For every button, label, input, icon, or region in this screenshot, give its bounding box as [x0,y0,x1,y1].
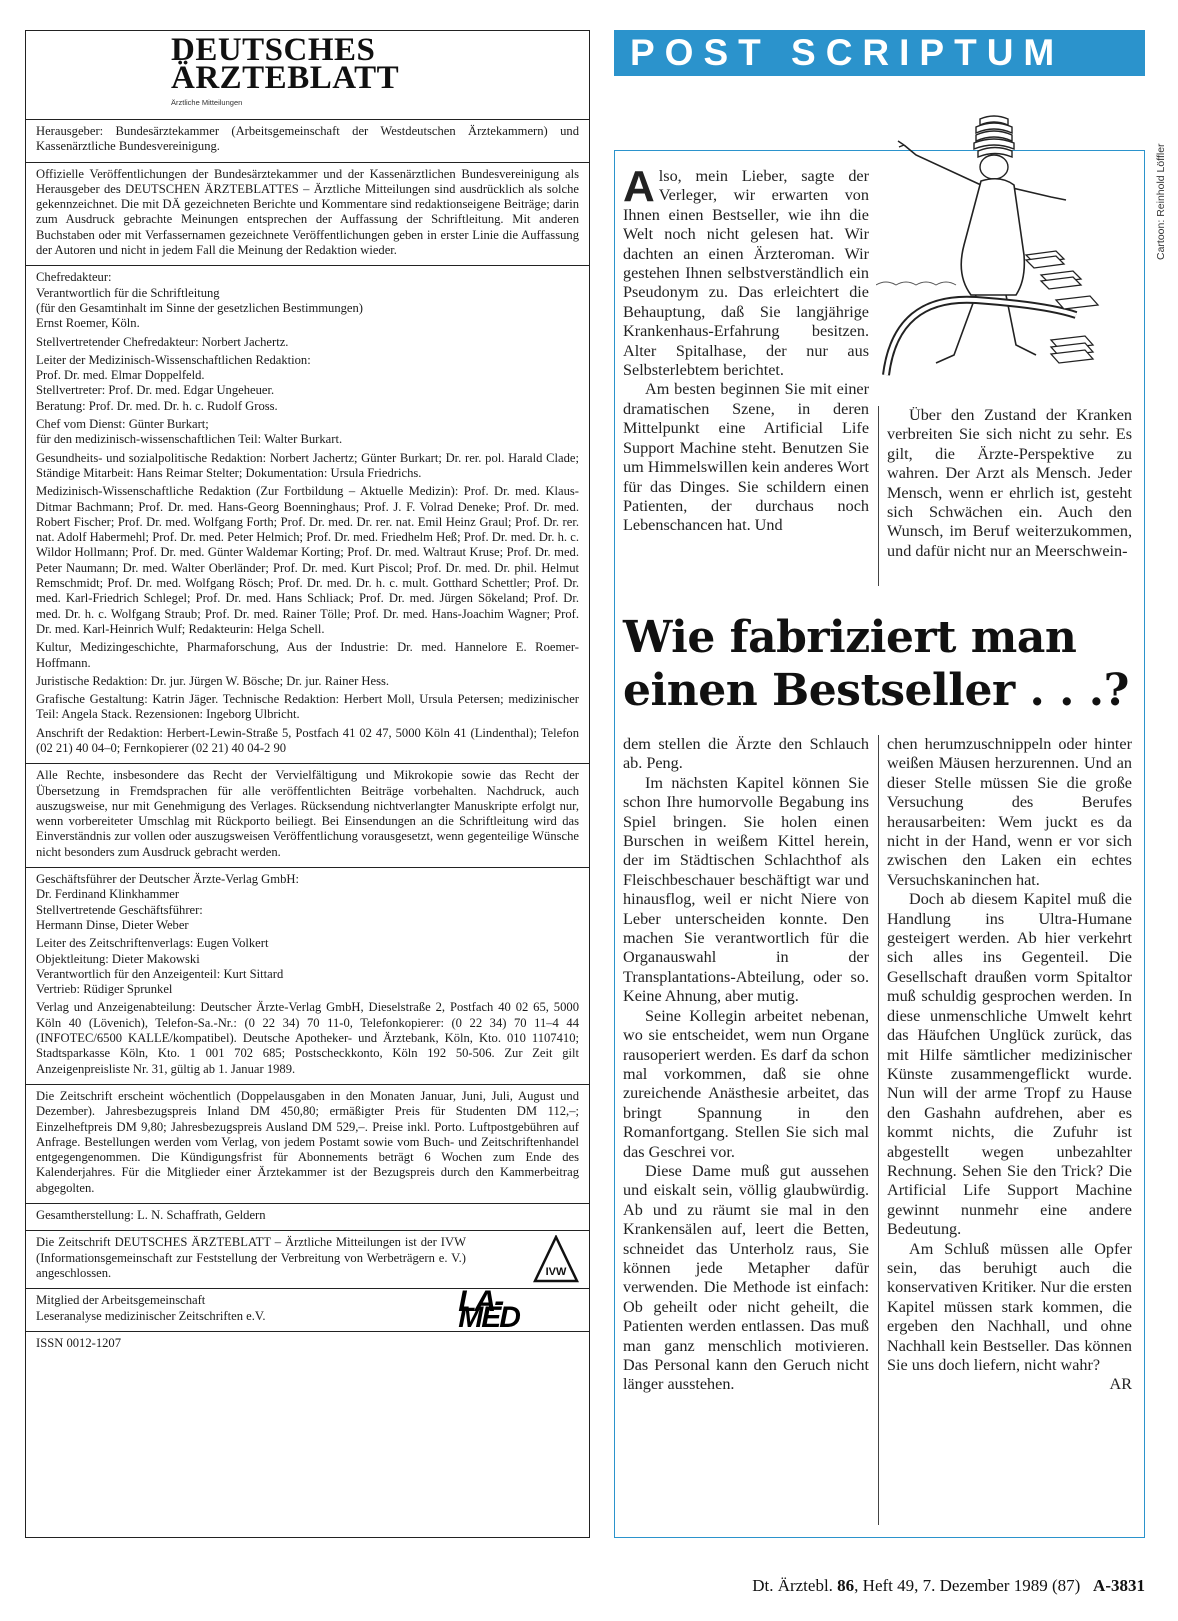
article-paragraph [623,162,869,380]
management-line: Hermann Dinse, Dieter Weber [36,917,189,932]
management-line: Vertrieb: Rüdiger Sprunkel [36,982,173,997]
ivw-logo-icon [533,1235,579,1283]
article-paragraph: Im nächsten Kapitel können Sie schon Ihre humorvolle Begabung ins Spiel bringen. Sie holen einen Burschen in weißem Kittel herein, der im Städtischen Schlachthof als Fleischbeschauer beschäftigt war und hinausflog, weil er nicht Niere von Leber unterscheiden konnte. Den machen Sie verantwortlich für die Organauswahl in der Transplantations-Abteilung, oder so. Keine Ahnung, aber mutig. [623,773,869,1006]
ivw-box [26,1231,589,1289]
masthead-title-line2: ÄRZTEBLATT [171,60,400,96]
paragraph-text: lso, mein Lieber, sagte der Verleger, wir erwarten von Ihnen einen Bestseller, wie ihn die Welt noch nicht gelesen hat. Wir dachten an einen Ärzteroman. Wir gestehen Ihnen selbstverständlich ein Pseudonym zu. Das erleichtert die Behauptung, daß Sie langjährige Krankenhaus-Erfahrung besitzen. Alter Spitalhase, der nur aus Selbsterlebtem berichtet. [623,167,869,380]
impressum-column [25,30,590,1538]
article-column-2 [887,406,1132,561]
masthead-title-line1: DEUTSCHES [171,32,376,68]
post-scriptum-banner: POST SCRIPTUM [614,30,1145,76]
management-line: Stellvertretende Geschäftsführer: [36,902,203,917]
footer-journal: Dt. Ärztebl. [752,1576,833,1595]
footer-page-number: A-3831 [1093,1576,1145,1595]
publishing-text: Verlag und Anzeigenabteilung: Deutscher Ärzte-Verlag GmbH, Dieselstraße 2, Postfach 40 02 65, 5000 Köln 40 (Lövenich), Telefon-Sa.-Nr.: (0 22 34) 70 11-0, Telefonkopierer: (0 22 34) 70 11–4 44 (INFOTEC/6500 KALLE/kompatibel). Deutsche Apotheker- und Ärztebank, Köln, Kto. 010 1107410; Stadtsparkasse Köln, Kto. 1 001 702 685; Postscheckkonto, Köln 192 50-506. Zur Zeit gilt Anzeigenpreisliste Nr. 31, gültig ab 1. Januar 1989. [36,1000,579,1076]
editorial-line: Beratung: Prof. Dr. med. Dr. h. c. Rudolf Gross. [36,398,278,413]
subscription-text: Die Zeitschrift erscheint wöchentlich (Doppelausgaben in den Monaten Januar, Juni, Juli, August und Dezember). Jahresbezugspreis Inland DM 450,80; ermäßigter Preis für Studenten DM 112,–; Einzelheftpreis DM 9,80; Jahresbezugspreis Ausland DM 529,–. Preise inkl. Porto. Luftpostgebühren auf Anfrage. Bestellungen werden vom Verlag, von jedem Postamt sowie vom Buch- und Zeitschriftenhandel entgegengenommen. Die Kündigungsfrist für Abonnements beträgt 6 Wochen zum Ende des Kalenderjahres. Für die Mitglieder einer Ärztekammer ist der Bezugspreis durch den Kammerbeitrag abgegolten. [36,1088,579,1195]
article-column-4 [887,735,1132,1395]
cartoon-credit: Cartoon: Reinhold Löffler [1155,143,1167,260]
article-paragraph [887,1239,1132,1394]
medical-head [36,353,579,414]
management-line: Dr. Ferdinand Klinkhammer [36,887,180,902]
page-footer [600,1576,1145,1596]
graphics-editors: Grafische Gestaltung: Katrin Jäger. Technische Redaktion: Herbert Moll, Ursula Petersen; medizinischer Teil: Angela Stack. Rezensionen: Ingeborg Ulbricht. [36,692,579,722]
official-box [26,163,589,267]
article-paragraph: Diese Dame muß gut aussehen und eiskalt sein, völlig glaubwürdig. Ab und zu räumt sie mal in den Krankensälen auf, leert die Betten, schneidet das Unterholz raus, Sie können jede Metapher dafür verwenden. Die Methode ist einfach: Ob geheilt oder nicht geheilt, die Patienten werden entlassen. Das muß man ganz menschlich motivieren. Das Personal kann den Geruch nicht länger ausstehen. [623,1161,869,1394]
issn-text: ISSN 0012-1207 [36,1335,122,1350]
production-text: Gesamtherstellung: L. N. Schaffrath, Geldern [36,1208,266,1222]
culture-editors: Kultur, Medizingeschichte, Pharmaforschung, Aus der Industrie: Dr. med. Hannelore E. Roemer-Hoffmann. [36,640,579,670]
management-line: Objektleitung: Dieter Makowski [36,951,200,966]
lamed-box [26,1285,589,1334]
article-paragraph: Über den Zustand der Kranken verbreiten Sie sich nicht zu sehr. Es gilt, die Ärzte-Perspektive zu wahren. Der Arzt als Mensch. Jeder Mensch, wenn er ehrlich ist, gesteht sich Schwächen ein. Auch den Wunsch, im Beruf weiterzukommen, und dafür nicht nur an Meerschwein- [887,406,1132,560]
publisher-text: Herausgeber: Bundesärztekammer (Arbeitsgemeinschaft der Westdeutschen Ärztekammern) und Kassenärztliche Bundesvereinigung. [36,124,579,154]
editorial-address: Anschrift der Redaktion: Herbert-Lewin-Straße 5, Postfach 41 02 47, 5000 Köln 41 (Lindenthal); Telefon (02 21) 40 04–0; Fernkopierer (02 21) 40 04-2 90 [36,725,579,755]
masthead-subtitle: Ärztliche Mitteilungen [171,98,243,107]
footer-volume: 86 [837,1576,855,1595]
editorial-line: Prof. Dr. med. Elmar Doppelfeld. [36,368,205,383]
masthead-title [171,32,589,96]
rights-text: Alle Rechte, insbesondere das Recht der Vervielfältigung und Mikrokopie sowie das Recht der Übersetzung in Fremdsprachen für alle veröffentlichten Beiträge vorbehalten. Nachdruck, auch auszugsweise, nur mit Genehmigung des Verlages. Rücksendung nichtverlangter Manuskripte erfolgt nur, wenn vorbereiteter Umschlag mit Rückporto beiliegt. Bei Einsendungen an die Schriftleitung wird das Einverständnis zur vollen oder auszugsweisen Veröffentlichung vorausgesetzt, wenn gegenteilige Wünsche nicht besonders zum Ausdruck gebracht werden. [36,768,579,859]
official-text: Offizielle Veröffentlichungen der Bundesärztekammer und der Kassenärztlichen Bundesvereinigung als Herausgeber des DEUTSCHEN ÄRZTEBLATTES – Ärztliche Mitteilungen sind ausdrücklich als solche gekennzeichnet. Die mit DÄ gezeichneten Berichte und Kommentare sind redaktionseigene Beiträge; darin zum Ausdruck gebrachte Meinungen entsprechen der Auffassung der Schriftleitung. Mit anderen Buchstaben oder mit Verfassernamen gezeichnete Veröffentlichungen geben in erster Linie die Auffassung der Autoren und nicht in jedem Fall die Meinung der Redaktion wieder. [36,166,579,258]
management-line: Geschäftsführer der Deutscher Ärzte-Verlag GmbH: [36,872,299,887]
health-policy: Gesundheits- und sozialpolitische Redaktion: Norbert Jachertz; Günter Burkart; Dr. rer. pol. Harald Clade; Ständige Mitarbeit: Hans Reimar Stelter; Dokumentation: Ursula Friedrichs. [36,450,579,480]
lamed-logo-icon: LA-MED [458,1285,519,1334]
deputy-editor: Stellvertretender Chefredakteur: Norbert Jachertz. [36,334,289,349]
issn-box [26,1332,589,1358]
editorial-line: für den medizinisch-wissenschaftlichen Teil: Walter Burkart. [36,432,343,447]
chief-of-service [36,417,579,448]
author-signature: AR [1109,1375,1132,1394]
management-line: Verantwortlich für den Anzeigenteil: Kurt Sittard [36,966,284,981]
management-box [26,868,589,1085]
production-box [26,1204,589,1231]
article-paragraph: Seine Kollegin arbeitet nebenan, wo sie entscheidet, wem nun Organe rausoperiert werden. Es darf da schon mal vorkommen, daß sie ohne zureichende Anästhesie arbeitet, das bringt Spannung in den Romanfortgang. Stellen Sie sich mal das Geschrei vor. [623,1006,869,1161]
article-column-3 [623,735,869,1395]
ivw-logo-text: IVW [545,1266,567,1279]
column-rule [878,406,879,586]
footer-issue: , Heft 49, 7. Dezember 1989 (87) [854,1576,1081,1595]
subscription-box [26,1085,589,1204]
article-paragraph: chen herumzuschnippeln oder hinter weißen Mäusen herzurennen. Und an dieser Stelle müssen Sie die große Versuchung des Berufes herausarbeiten: Wem juckt es da nicht in der Hand, wenn er vor sich zwischen den Laken ein echtes Versuchskaninchen hat. [887,735,1132,889]
editorial-line: Leiter der Medizinisch-Wissenschaftlichen Redaktion: [36,352,311,367]
article-paragraph: dem stellen die Ärzte den Schlauch ab. Peng. [623,735,869,773]
dropcap: A [623,162,655,211]
editorial-line: Stellvertreter: Prof. Dr. med. Edgar Ungeheuer. [36,383,275,398]
headline-line: einen Bestseller . . .? [623,665,1129,716]
lamed-line: Leseranalyse medizinischer Zeitschriften e.V. [36,1308,266,1323]
management-text [36,872,579,933]
management-line: Leiter des Zeitschriftenverlags: Eugen Volkert [36,936,269,951]
lamed-line: Mitglied der Arbeitsgemeinschaft [36,1293,206,1308]
medical-scientific-editors: Medizinisch-Wissenschaftliche Redaktion (Zur Fortbildung – Aktuelle Medizin): Prof. Dr. med. Klaus-Ditmar Bachmann; Prof. Dr. med. Hans-Georg Boenninghaus; Prof. J. F. Volrad Deneke; Prof. Dr. med. Robert Fischer; Prof. Dr. med. Wolfgang Forth; Prof. Dr. med. Dr. rer. nat. Emil Heinz Graul; Prof. Dr. rer. nat. Adolf Habermehl; Prof. Dr. med. Peter Helmich; Prof. Dr. med. Friedhelm Heß; Prof. Dr. med. Dr. h. c. Wildor Hollmann; Prof. Dr. med. Günter Waldemar Korting; Prof. Dr. med. Waltraut Kruse; Prof. Dr. med. Peter Naumann; Dr. med. Walter Oberländer; Prof. Dr. med. Kurt Piscol; Prof. Dr. med. Dr. phil. Helmut Remschmidt; Prof. Dr. med. Wolfgang Rösch; Prof. Dr. med. Dr. h. c. mult. Gotthard Schettler; Prof. Dr. med. Karl-Friedrich Schlegel; Prof. Dr. med. Hans Schliack; Prof. Dr. med. Jürgen Sökeland; Prof. Dr. med. Dr. h. c. Wolfgang Straub; Prof. Dr. med. Rainer Tölle; Prof. Dr. med. Hans-Joachim Wagner; Prof. Dr. med. Karl-Heinrich Wulf; Redakteurin: Helga Schell. [36,484,579,636]
headline-line: Wie fabriziert man [623,612,1077,663]
editorial-line: Chefredakteur: [36,270,112,285]
ivw-text: Die Zeitschrift DEUTSCHES ÄRZTEBLATT – Ärztliche Mitteilungen ist der IVW (Informationsgemeinschaft zur Feststellung der Verbreitung von Werbeträgern e. V.) angeschlossen. [36,1235,466,1280]
rights-box [26,764,589,868]
editorial-line: Chef vom Dienst: Günter Burkart; [36,417,209,432]
article-headline [623,611,1133,717]
article-paragraph: Doch ab diesem Kapitel muß die Handlung ins Ultra-Humane gesteigert werden. Ab hier verkehrt sich alles ins Gegenteil. Die Gesellschaft draußen vorm Spitaltor muß schuldig gesprochen werden. In diese unmenschliche Umwelt kehrt das Häufchen Unglück zurück, das mit Hilfe sämtlicher medizinischer Künste zusammengeflickt wurde. Nun will der arme Tropf zu Hause den Gashahn aufdrehen, aber es kommt nichts, die Zufuhr ist abgestellt wegen unbezahlter Rechnung. Sehen Sie den Trick? Die Artificial Life Support Machine gewinnt nunmehr eine andere Bedeutung. [887,890,1132,1239]
editorial-line: Ernst Roemer, Köln. [36,316,140,331]
paragraph-text: Am Schluß müssen alle Opfer sein, das beruhigt auch die konservativen Kritiker. Nur die ersten Kapitel müssen stark kommen, die ergeben den Nachhall, und ohne Nachhall kein Bestseller. Das können Sie uns doch liefern, nicht wahr? [887,1239,1132,1374]
legal-editors: Juristische Redaktion: Dr. jur. Jürgen W. Bösche; Dr. jur. Rainer Hess. [36,673,390,688]
editorial-line: Verantwortlich für die Schriftleitung [36,285,220,300]
editorial-box [26,266,589,764]
management-more [36,936,579,997]
article-paragraph: Am besten beginnen Sie mit einer dramatischen Szene, in deren Mittelpunkt eine Artificial Life Support Machine steht. Benutzen Sie um Himmelswillen kein anderes Wort für das Dinges. Sie schildern einen Patienten, der durchaus noch Lebenschancen hat. Und [623,380,869,535]
column-rule [878,735,879,1525]
editorial-line: (für den Gesamtinhalt im Sinne der gesetzlichen Bestimmungen) [36,300,364,315]
lamed-text [36,1293,458,1324]
publisher-box [26,120,589,163]
editorial-chief [36,270,579,331]
article-column-1 [623,162,869,536]
masthead [26,31,589,120]
cartoon-illustration-icon [876,105,1138,400]
